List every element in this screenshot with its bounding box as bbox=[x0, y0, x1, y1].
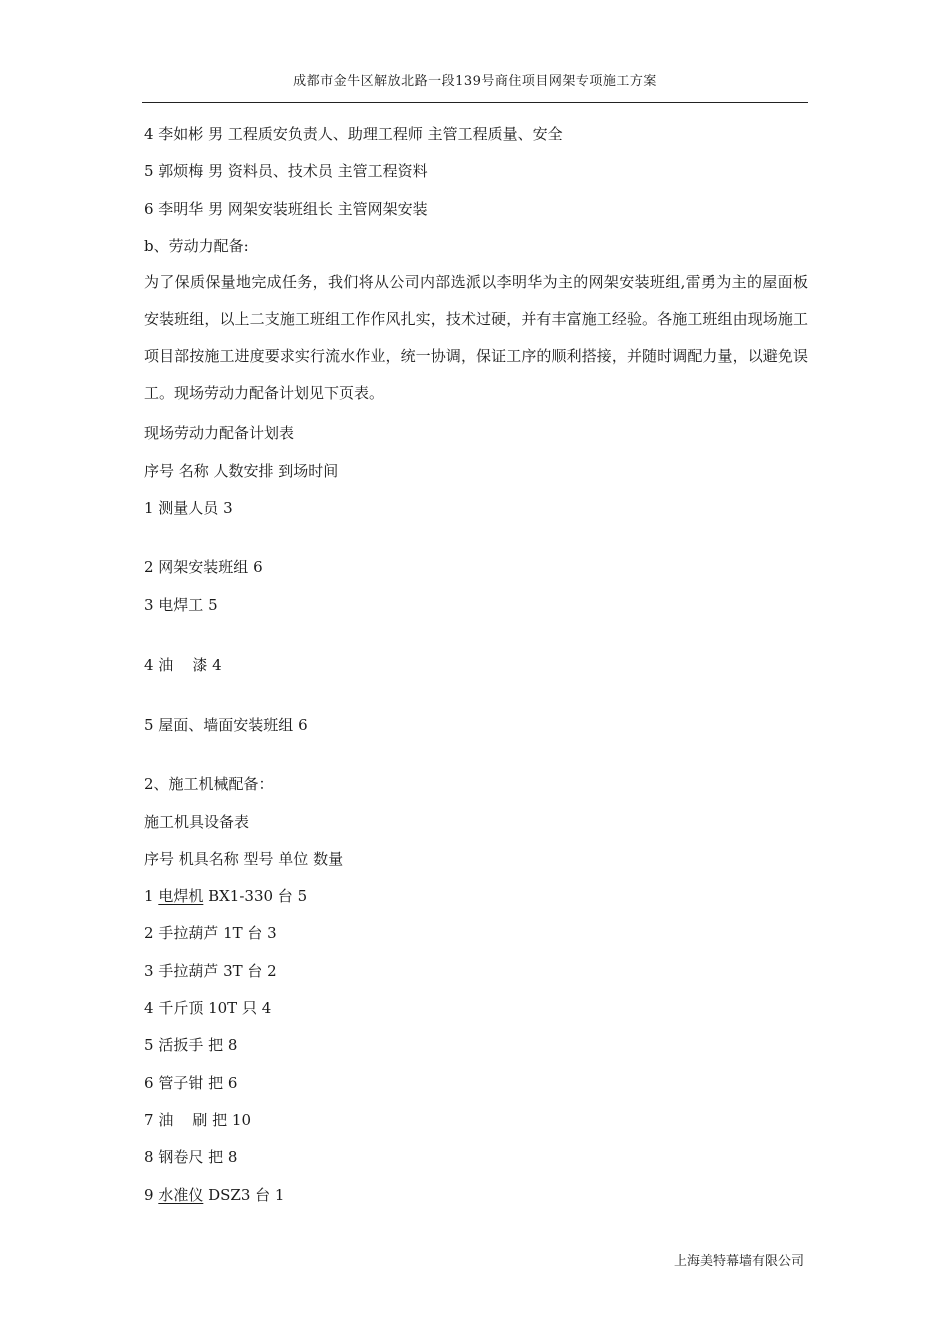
labor-row: 2 网架安装班组 6 bbox=[144, 558, 263, 576]
machinery-row: 9 水准仪 DSZ3 台 1 bbox=[144, 1186, 285, 1204]
labor-row: 3 电焊工 5 bbox=[144, 596, 218, 614]
machinery-row: 6 管子钳 把 6 bbox=[144, 1074, 238, 1092]
labor-row: 1 测量人员 3 bbox=[144, 499, 233, 517]
staff-line-6: 6 李明华 男 网架安装班组长 主管网架安装 bbox=[144, 200, 428, 218]
machinery-table-title: 施工机具设备表 bbox=[144, 813, 250, 831]
page-footer-company: 上海美特幕墙有限公司 bbox=[673, 1254, 804, 1269]
machinery-row: 5 活扳手 把 8 bbox=[144, 1036, 238, 1054]
staff-line-4: 4 李如彬 男 工程质安负责人、助理工程师 主管工程质量、安全 bbox=[144, 125, 563, 143]
labor-heading: b、劳动力配备: bbox=[144, 237, 249, 255]
machinery-row: 2 手拉葫芦 1T 台 3 bbox=[144, 924, 277, 942]
machinery-row: 7 油 刷 把 10 bbox=[144, 1111, 252, 1129]
staff-line-5: 5 郭烦梅 男 资料员、技术员 主管工程资料 bbox=[144, 162, 428, 180]
labor-table-title: 现场劳动力配备计划表 bbox=[144, 424, 295, 442]
page-header-title: 成都市金牛区解放北路一段139号商住项目网架专项施工方案 bbox=[293, 74, 657, 89]
machinery-heading: 2、施工机械配备： bbox=[144, 775, 274, 793]
machinery-name-link[interactable]: 电焊机 bbox=[158, 887, 204, 905]
labor-paragraph: 为了保质保量地完成任务，我们将从公司内部选派以李明华为主的网架安装班组,雷勇为主的屋面板安装班组，以上二支施工班组工作作风扎实，技术过硬，并有丰富施工经验。各施工班组由现场施工项目部按施工进度要求实行流水作业，统一协调，保证工序的顺利搭接，并随时调配力量，以避免误工。现场劳动力配备计划见下页表。 bbox=[144, 273, 808, 402]
labor-row: 5 屋面、墙面安装班组 6 bbox=[144, 716, 308, 734]
labor-table-header: 序号 名称 人数安排 到场时间 bbox=[144, 462, 339, 480]
machinery-row: 3 手拉葫芦 3T 台 2 bbox=[144, 962, 277, 980]
machinery-row: 8 钢卷尺 把 8 bbox=[144, 1148, 238, 1166]
header-divider bbox=[142, 102, 808, 103]
machinery-row: 1 电焊机 BX1-330 台 5 bbox=[144, 887, 308, 905]
machinery-name-link[interactable]: 水准仪 bbox=[158, 1186, 204, 1204]
machinery-row: 4 千斤顶 10T 只 4 bbox=[144, 999, 272, 1017]
labor-row: 4 油 漆 4 bbox=[144, 656, 222, 674]
machinery-table-header: 序号 机具名称 型号 单位 数量 bbox=[144, 850, 344, 868]
